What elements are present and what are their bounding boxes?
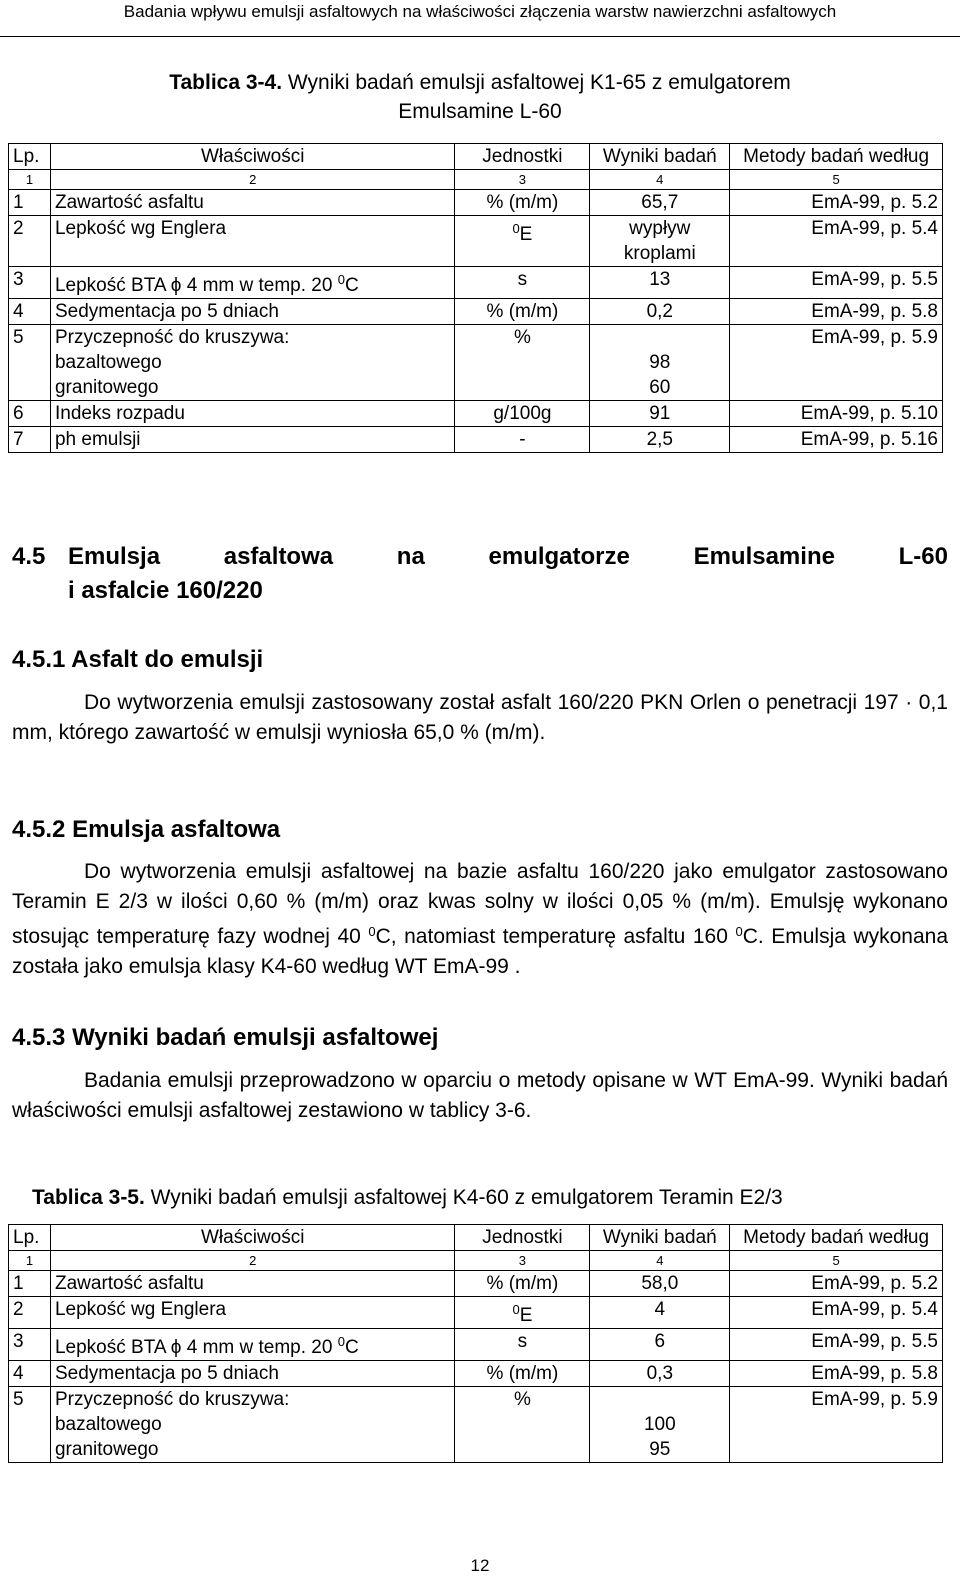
result-cell: 91 — [590, 401, 730, 427]
unit-text: E — [519, 1305, 533, 1326]
lp-cell: 1 — [9, 190, 51, 216]
colnum-cell: 1 — [9, 1251, 51, 1271]
lp-cell: 1 — [9, 1271, 51, 1297]
lp-cell: 4 — [9, 1361, 51, 1387]
table1-header-row — [9, 144, 943, 170]
header-cell: Jednostki — [455, 144, 590, 170]
result-cell: 0,2 — [590, 299, 730, 325]
degree-superscript: 0 — [735, 924, 743, 939]
property-subitem: bazaltowego — [54, 1414, 162, 1435]
section-4-5-2-paragraph — [12, 857, 948, 982]
unit-cell — [455, 1297, 590, 1329]
property-cell — [50, 1329, 454, 1361]
header-cell: Metody badań według — [730, 144, 943, 170]
result-cell: 65,7 — [590, 190, 730, 216]
property-cell — [50, 267, 454, 299]
table2-caption — [32, 1183, 952, 1213]
lp-cell: 7 — [9, 427, 51, 453]
section-4-5-heading — [12, 540, 948, 608]
lp-cell: 3 — [9, 1329, 51, 1361]
property-cell: Lepkość wg Englera — [50, 1297, 454, 1329]
table-row — [9, 325, 943, 401]
paragraph-text: Badania emulsji przeprowadzono w oparciu o metody opisane w WT EmA-99. Wyniki badań właściwości emulsji asfaltowej zestawiono w tablicy 3-6. — [12, 1069, 948, 1122]
degree-superscript: 0 — [368, 924, 376, 939]
header-cell: Metody badań według — [730, 1225, 943, 1251]
result-cell: 13 — [590, 267, 730, 299]
table2-caption-text: Wyniki badań emulsji asfaltowej K4-60 z emulgatorem Teramin E2/3 — [150, 1186, 783, 1209]
colnum-cell: 4 — [590, 1251, 730, 1271]
unit-cell: s — [455, 267, 590, 299]
paragraph-text: C. Emulsja wykonana została jako emulsja klasy K4-60 według WT EmA-99 . — [12, 925, 949, 978]
property-subitem: bazaltowego — [54, 352, 162, 373]
property-cell: Zawartość asfaltu — [50, 190, 454, 216]
section-4-5-1-paragraph — [12, 688, 948, 748]
property-text: Przyczepność do kruszywa: — [54, 1389, 290, 1410]
header-cell: Lp. — [9, 1225, 51, 1251]
result-value: 100 — [643, 1414, 676, 1435]
table2 — [8, 1224, 943, 1463]
lp-cell: 2 — [9, 1297, 51, 1329]
unit-text: E — [519, 224, 533, 245]
table-row — [9, 267, 943, 299]
paragraph-text: C, natomiast temperaturę asfaltu 160 — [375, 925, 728, 948]
unit-cell: g/100g — [455, 401, 590, 427]
section-title-line2: i asfalcie 160/220 — [68, 577, 263, 604]
colnum-cell: 4 — [590, 170, 730, 190]
table-row — [9, 299, 943, 325]
header-cell: Właściwości — [50, 1225, 454, 1251]
table-row — [9, 1329, 943, 1361]
colnum-cell: 2 — [50, 1251, 454, 1271]
table1-caption-line2: Emulsamine L-60 — [398, 100, 562, 123]
paragraph-text: Do wytworzenia emulsji asfaltowej na bazie asfaltu 160/220 jako emulgator zastosowano Teramin E 2/3 w ilości 0,60 % (m/m) oraz kwas solny w ilości 0,05 % (m/m). Emulsję wykonano stosując temperaturę fazy wodnej 40 — [12, 860, 948, 948]
table-row — [9, 1297, 943, 1329]
method-cell: EmA-99, p. 5.2 — [730, 1271, 943, 1297]
unit-superscript: 0 — [512, 1302, 520, 1317]
result-cell: 58,0 — [590, 1271, 730, 1297]
lp-cell: 2 — [9, 216, 51, 267]
method-cell: EmA-99, p. 5.5 — [730, 267, 943, 299]
section-4-5-2-heading — [12, 813, 280, 847]
method-cell: EmA-99, p. 5.16 — [730, 427, 943, 453]
property-text: Lepkość BTA ϕ 4 mm w temp. 20 — [54, 1337, 333, 1358]
table-row — [9, 1361, 943, 1387]
table-row — [9, 401, 943, 427]
method-cell: EmA-99, p. 5.2 — [730, 190, 943, 216]
table1-caption-label: Tablica 3-4. — [169, 71, 283, 94]
result-value: 95 — [649, 1439, 671, 1460]
lp-cell: 4 — [9, 299, 51, 325]
method-cell: EmA-99, p. 5.5 — [730, 1329, 943, 1361]
property-unit: C — [344, 1337, 359, 1358]
table-row — [9, 190, 943, 216]
result-value: 98 — [649, 352, 671, 373]
header-cell: Wyniki badań — [590, 1225, 730, 1251]
table2-caption-label: Tablica 3-5. — [32, 1186, 145, 1209]
property-cell: Lepkość wg Englera — [50, 216, 454, 267]
unit-cell: % (m/m) — [455, 1361, 590, 1387]
table2-colnum-row — [9, 1251, 943, 1271]
unit-superscript: 0 — [512, 221, 520, 236]
property-cell: Zawartość asfaltu — [50, 1271, 454, 1297]
property-text: Lepkość BTA ϕ 4 mm w temp. 20 — [54, 275, 333, 296]
method-cell: EmA-99, p. 5.9 — [730, 1387, 943, 1463]
header-cell: Jednostki — [455, 1225, 590, 1251]
result-cell: wypływ kroplami — [590, 216, 730, 267]
unit-cell: % — [455, 1387, 590, 1463]
lp-cell: 5 — [9, 325, 51, 401]
unit-cell: s — [455, 1329, 590, 1361]
lp-cell: 6 — [9, 401, 51, 427]
table-row — [9, 427, 943, 453]
section-number: 4.5 — [12, 543, 46, 570]
result-value: 60 — [649, 377, 671, 398]
page-number: 12 — [470, 1556, 490, 1575]
method-cell: EmA-99, p. 5.8 — [730, 299, 943, 325]
method-cell: EmA-99, p. 5.4 — [730, 1297, 943, 1329]
result-cell — [590, 325, 730, 401]
header-cell: Wyniki badań — [590, 144, 730, 170]
property-subitem: granitowego — [54, 377, 159, 398]
colnum-cell: 3 — [455, 170, 590, 190]
section-title: Wyniki badań emulsji asfaltowej — [72, 1024, 439, 1051]
running-header-text: Badania wpływu emulsji asfaltowych na właściwości złączenia warstw nawierzchni asfaltowych — [123, 2, 837, 21]
colnum-cell: 2 — [50, 170, 454, 190]
table-row — [9, 1271, 943, 1297]
section-title: Emulsja asfaltowa — [72, 816, 281, 843]
unit-cell: % — [455, 325, 590, 401]
method-cell: EmA-99, p. 5.4 — [730, 216, 943, 267]
section-title-line1: Emulsja asfaltowa na emulgatorze Emulsamine L-60 — [68, 543, 948, 570]
section-4-5-3-paragraph — [12, 1066, 948, 1126]
method-cell: EmA-99, p. 5.8 — [730, 1361, 943, 1387]
result-cell: 0,3 — [590, 1361, 730, 1387]
table-row — [9, 1387, 943, 1463]
header-cell: Właściwości — [50, 144, 454, 170]
result-cell: 2,5 — [590, 427, 730, 453]
table1-caption — [0, 68, 960, 98]
result-cell — [590, 1387, 730, 1463]
unit-cell: % (m/m) — [455, 1271, 590, 1297]
property-cell: Sedymentacja po 5 dniach — [50, 299, 454, 325]
method-cell: EmA-99, p. 5.9 — [730, 325, 943, 401]
property-unit: C — [344, 275, 359, 296]
property-superscript: 0 — [337, 1334, 345, 1349]
property-text: Przyczepność do kruszywa: — [54, 327, 290, 348]
header-cell: Lp. — [9, 144, 51, 170]
paragraph-text: Do wytworzenia emulsji zastosowany został asfalt 160/220 PKN Orlen o penetracji 197 · 0,1 mm, którego zawartość w emulsji wyniosła 65,0 % (m/m). — [12, 691, 948, 744]
section-4-5-1-heading — [12, 643, 263, 677]
section-number: 4.5.1 — [12, 646, 66, 673]
section-4-5-3-heading — [12, 1021, 438, 1055]
unit-cell: % (m/m) — [455, 190, 590, 216]
property-cell: Sedymentacja po 5 dniach — [50, 1361, 454, 1387]
lp-cell: 5 — [9, 1387, 51, 1463]
property-cell: Indeks rozpadu — [50, 401, 454, 427]
colnum-cell: 5 — [730, 170, 943, 190]
section-number: 4.5.2 — [12, 816, 66, 843]
unit-cell — [455, 216, 590, 267]
running-header — [0, 0, 960, 37]
table1-colnum-row — [9, 170, 943, 190]
section-title: Asfalt do emulsji — [71, 646, 264, 673]
lp-cell: 3 — [9, 267, 51, 299]
result-cell: 4 — [590, 1297, 730, 1329]
property-subitem: granitowego — [54, 1439, 159, 1460]
result-cell: 6 — [590, 1329, 730, 1361]
colnum-cell: 1 — [9, 170, 51, 190]
property-cell — [50, 325, 454, 401]
table2-header-row — [9, 1225, 943, 1251]
property-superscript: 0 — [337, 272, 345, 287]
colnum-cell: 5 — [730, 1251, 943, 1271]
property-cell — [50, 1387, 454, 1463]
table-row — [9, 216, 943, 267]
colnum-cell: 3 — [455, 1251, 590, 1271]
table1 — [8, 143, 943, 453]
method-cell: EmA-99, p. 5.10 — [730, 401, 943, 427]
unit-cell: - — [455, 427, 590, 453]
property-cell: ph emulsji — [50, 427, 454, 453]
table1-caption-text: Wyniki badań emulsji asfaltowej K1-65 z emulgatorem — [287, 71, 791, 94]
unit-cell: % (m/m) — [455, 299, 590, 325]
section-number: 4.5.3 — [12, 1024, 66, 1051]
